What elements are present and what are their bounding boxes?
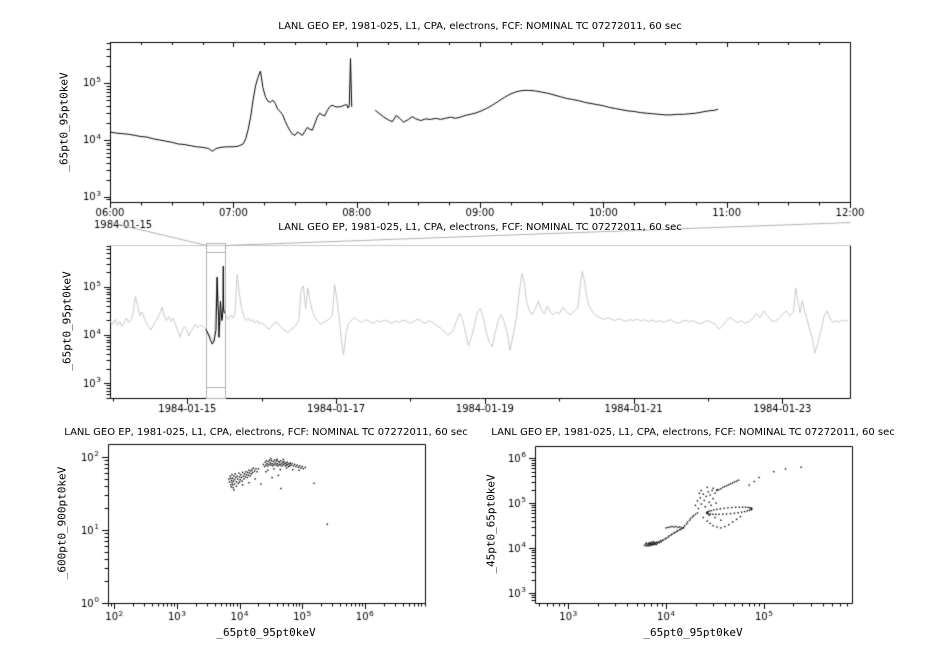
plot-area-scatter-left[interactable] xyxy=(108,444,425,603)
panel2-y-axis-label: _65pt0_95pt0keV xyxy=(60,271,74,371)
panel2-title: LANL GEO EP, 1981-025, L1, CPA, electrons, FCF: NOMINAL TC 07272011, 60 sec xyxy=(278,222,682,233)
plot-area-top-timeseries[interactable] xyxy=(110,42,850,202)
context-overview-selection-box[interactable] xyxy=(206,243,225,398)
panel3-x-axis-label: _65pt0_95pt0keV xyxy=(216,626,316,639)
panel1-y-axis-label: _65pt0_95pt0keV xyxy=(57,72,71,172)
panel1-title: LANL GEO EP, 1981-025, L1, CPA, electrons, FCF: NOMINAL TC 07272011, 60 sec xyxy=(278,21,682,32)
panel4-y-axis-label: _45pt0_65pt0keV xyxy=(484,474,498,574)
panel3-title: LANL GEO EP, 1981-025, L1, CPA, electrons, FCF: NOMINAL TC 07272011, 60 sec xyxy=(64,427,468,438)
plot-area-scatter-right[interactable] xyxy=(535,446,852,603)
panel3-y-axis-label: _600pt0_900pt0keV xyxy=(55,466,69,580)
panel4-title: LANL GEO EP, 1981-025, L1, CPA, electrons, FCF: NOMINAL TC 07272011, 60 sec xyxy=(491,427,895,438)
panel4-x-axis-label: _65pt0_95pt0keV xyxy=(643,626,743,639)
